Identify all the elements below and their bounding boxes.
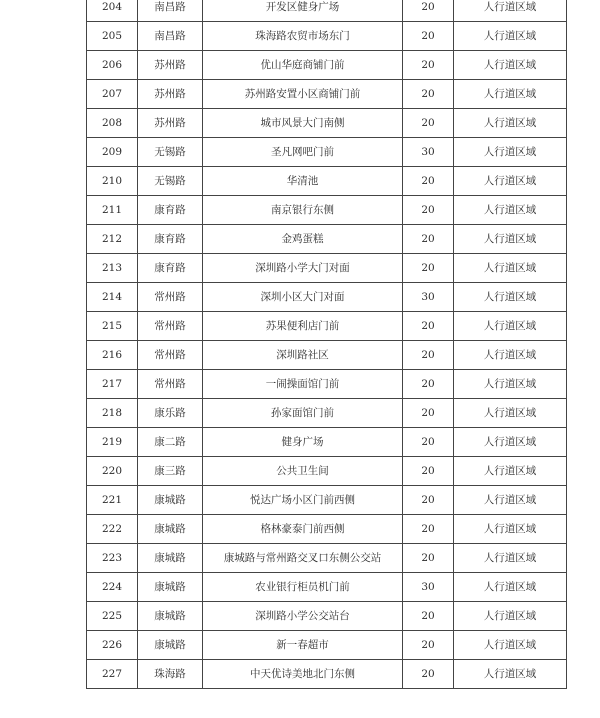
cell-area: 人行道区域 xyxy=(454,80,567,109)
cell-road: 常州路 xyxy=(138,312,203,341)
cell-count: 20 xyxy=(403,312,454,341)
cell-area: 人行道区域 xyxy=(454,631,567,660)
cell-location: 苏州路安置小区商铺门前 xyxy=(203,80,403,109)
cell-location: 新一春超市 xyxy=(203,631,403,660)
table-row xyxy=(87,51,567,80)
cell-road: 常州路 xyxy=(138,341,203,370)
cell-location: 华清池 xyxy=(203,167,403,196)
table-row xyxy=(87,370,567,399)
table-row xyxy=(87,660,567,689)
cell-number: 208 xyxy=(87,109,138,138)
table-row xyxy=(87,573,567,602)
cell-number: 206 xyxy=(87,51,138,80)
table-row xyxy=(87,602,567,631)
cell-number: 204 xyxy=(87,0,138,22)
table-row xyxy=(87,631,567,660)
cell-count: 20 xyxy=(403,370,454,399)
cell-road: 康育路 xyxy=(138,225,203,254)
cell-count: 20 xyxy=(403,80,454,109)
cell-location: 深圳路小学大门对面 xyxy=(203,254,403,283)
cell-area: 人行道区域 xyxy=(454,167,567,196)
cell-area: 人行道区域 xyxy=(454,602,567,631)
table-row xyxy=(87,254,567,283)
cell-count: 20 xyxy=(403,225,454,254)
cell-location: 城市风景大门南侧 xyxy=(203,109,403,138)
cell-road: 常州路 xyxy=(138,283,203,312)
cell-number: 212 xyxy=(87,225,138,254)
cell-number: 220 xyxy=(87,457,138,486)
cell-number: 225 xyxy=(87,602,138,631)
cell-area: 人行道区域 xyxy=(454,428,567,457)
cell-count: 20 xyxy=(403,660,454,689)
cell-count: 20 xyxy=(403,109,454,138)
cell-area: 人行道区域 xyxy=(454,312,567,341)
cell-area: 人行道区域 xyxy=(454,109,567,138)
table-row xyxy=(87,22,567,51)
cell-road: 康城路 xyxy=(138,631,203,660)
cell-location: 苏果便利店门前 xyxy=(203,312,403,341)
cell-location: 格林豪泰门前西侧 xyxy=(203,515,403,544)
cell-number: 219 xyxy=(87,428,138,457)
cell-count: 30 xyxy=(403,573,454,602)
parking-location-table xyxy=(86,0,567,689)
cell-area: 人行道区域 xyxy=(454,138,567,167)
cell-number: 218 xyxy=(87,399,138,428)
table-row xyxy=(87,196,567,225)
cell-number: 227 xyxy=(87,660,138,689)
table-row xyxy=(87,138,567,167)
cell-location: 康城路与常州路交叉口东侧公交站 xyxy=(203,544,403,573)
cell-area: 人行道区域 xyxy=(454,225,567,254)
table-row xyxy=(87,544,567,573)
cell-count: 30 xyxy=(403,138,454,167)
cell-count: 20 xyxy=(403,254,454,283)
cell-location: 健身广场 xyxy=(203,428,403,457)
cell-area: 人行道区域 xyxy=(454,341,567,370)
cell-number: 217 xyxy=(87,370,138,399)
cell-number: 216 xyxy=(87,341,138,370)
cell-location: 悦达广场小区门前西侧 xyxy=(203,486,403,515)
cell-road: 苏州路 xyxy=(138,80,203,109)
cell-location: 南京银行东侧 xyxy=(203,196,403,225)
cell-location: 一闹操面馆门前 xyxy=(203,370,403,399)
cell-number: 213 xyxy=(87,254,138,283)
table-row xyxy=(87,399,567,428)
cell-number: 226 xyxy=(87,631,138,660)
cell-count: 20 xyxy=(403,631,454,660)
cell-road: 康二路 xyxy=(138,428,203,457)
cell-location: 珠海路农贸市场东门 xyxy=(203,22,403,51)
cell-count: 20 xyxy=(403,486,454,515)
cell-road: 康育路 xyxy=(138,196,203,225)
cell-count: 20 xyxy=(403,544,454,573)
cell-number: 209 xyxy=(87,138,138,167)
table-row xyxy=(87,80,567,109)
cell-road: 康乐路 xyxy=(138,399,203,428)
table-row xyxy=(87,515,567,544)
cell-road: 南昌路 xyxy=(138,22,203,51)
cell-road: 无锡路 xyxy=(138,138,203,167)
cell-count: 20 xyxy=(403,167,454,196)
cell-area: 人行道区域 xyxy=(454,51,567,80)
cell-area: 人行道区域 xyxy=(454,457,567,486)
cell-number: 224 xyxy=(87,573,138,602)
cell-number: 221 xyxy=(87,486,138,515)
cell-area: 人行道区域 xyxy=(454,486,567,515)
cell-count: 20 xyxy=(403,51,454,80)
cell-number: 214 xyxy=(87,283,138,312)
cell-number: 222 xyxy=(87,515,138,544)
table-row xyxy=(87,428,567,457)
cell-count: 20 xyxy=(403,399,454,428)
cell-count: 20 xyxy=(403,196,454,225)
table-row xyxy=(87,109,567,138)
cell-location: 开发区健身广场 xyxy=(203,0,403,22)
cell-road: 康三路 xyxy=(138,457,203,486)
cell-location: 金鸡蛋糕 xyxy=(203,225,403,254)
cell-area: 人行道区域 xyxy=(454,660,567,689)
table-row xyxy=(87,457,567,486)
table-row xyxy=(87,283,567,312)
cell-count: 20 xyxy=(403,515,454,544)
cell-location: 深圳路小学公交站台 xyxy=(203,602,403,631)
cell-road: 珠海路 xyxy=(138,660,203,689)
cell-count: 20 xyxy=(403,341,454,370)
cell-area: 人行道区域 xyxy=(454,399,567,428)
cell-number: 223 xyxy=(87,544,138,573)
cell-number: 215 xyxy=(87,312,138,341)
cell-count: 30 xyxy=(403,283,454,312)
cell-location: 农业银行柜员机门前 xyxy=(203,573,403,602)
cell-area: 人行道区域 xyxy=(454,254,567,283)
cell-area: 人行道区域 xyxy=(454,544,567,573)
cell-road: 常州路 xyxy=(138,370,203,399)
cell-location: 中天优诗美地北门东侧 xyxy=(203,660,403,689)
cell-area: 人行道区域 xyxy=(454,573,567,602)
cell-number: 211 xyxy=(87,196,138,225)
table-row xyxy=(87,312,567,341)
cell-road: 康城路 xyxy=(138,602,203,631)
cell-road: 苏州路 xyxy=(138,109,203,138)
cell-location: 公共卫生间 xyxy=(203,457,403,486)
cell-location: 孙家面馆门前 xyxy=(203,399,403,428)
cell-number: 210 xyxy=(87,167,138,196)
table-row xyxy=(87,167,567,196)
cell-road: 康城路 xyxy=(138,573,203,602)
cell-location: 深圳小区大门对面 xyxy=(203,283,403,312)
cell-area: 人行道区域 xyxy=(454,515,567,544)
cell-count: 20 xyxy=(403,428,454,457)
cell-count: 20 xyxy=(403,22,454,51)
cell-area: 人行道区域 xyxy=(454,370,567,399)
table-row xyxy=(87,341,567,370)
cell-area: 人行道区域 xyxy=(454,22,567,51)
cell-location: 圣凡网吧门前 xyxy=(203,138,403,167)
table-row xyxy=(87,486,567,515)
table-body xyxy=(87,0,567,689)
cell-location: 优山华庭商铺门前 xyxy=(203,51,403,80)
cell-road: 无锡路 xyxy=(138,167,203,196)
table-row xyxy=(87,225,567,254)
cell-location: 深圳路社区 xyxy=(203,341,403,370)
cell-number: 205 xyxy=(87,22,138,51)
cell-road: 苏州路 xyxy=(138,51,203,80)
cell-area: 人行道区域 xyxy=(454,0,567,22)
cell-area: 人行道区域 xyxy=(454,196,567,225)
cell-road: 康城路 xyxy=(138,486,203,515)
cell-number: 207 xyxy=(87,80,138,109)
cell-road: 康城路 xyxy=(138,515,203,544)
table-row xyxy=(87,0,567,22)
cell-count: 20 xyxy=(403,457,454,486)
cell-road: 康育路 xyxy=(138,254,203,283)
cell-count: 20 xyxy=(403,0,454,22)
cell-area: 人行道区域 xyxy=(454,283,567,312)
cell-count: 20 xyxy=(403,602,454,631)
cell-road: 南昌路 xyxy=(138,0,203,22)
cell-road: 康城路 xyxy=(138,544,203,573)
